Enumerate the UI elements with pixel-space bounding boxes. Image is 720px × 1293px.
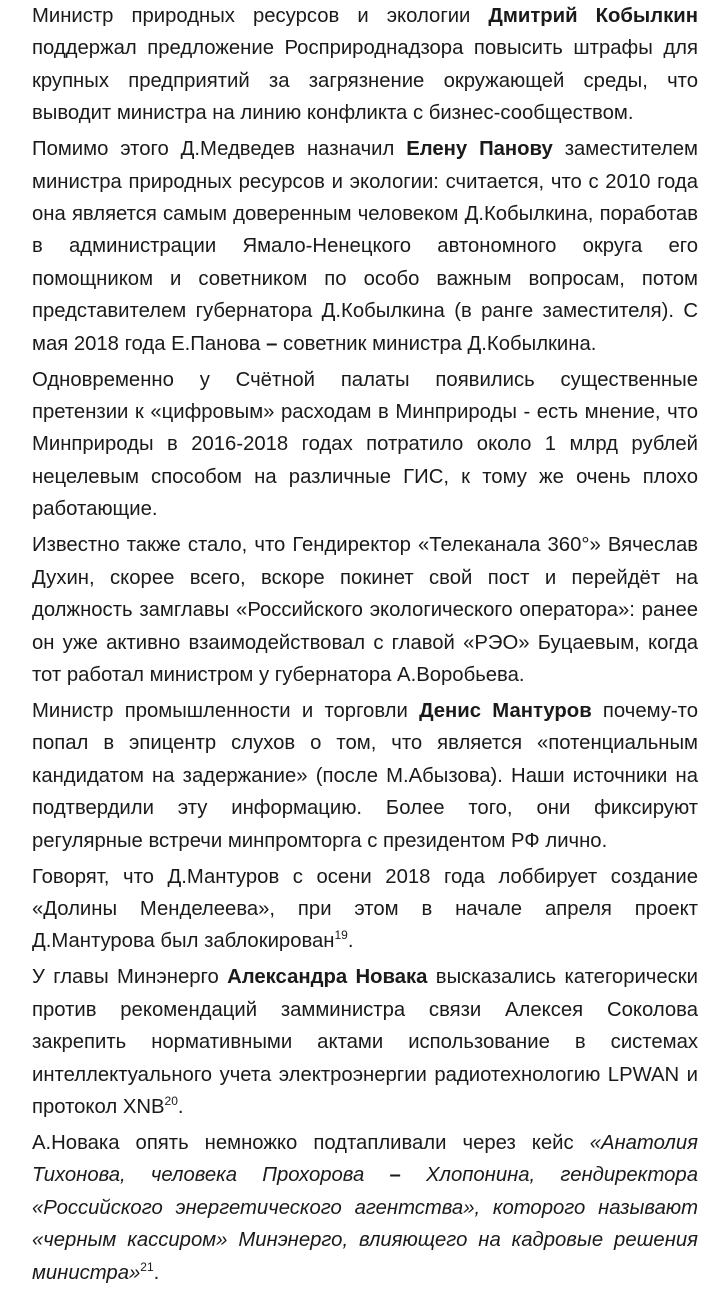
paragraph-text: А.Новака опять немножко подтапливали через кейс xyxy=(32,1131,590,1154)
paragraph-text: Говорят, что Д.Мантуров с осени 2018 года лоббирует создание «Долины Менделеева», при этом в начале апреля проект Д.Мантурова был заблокирован xyxy=(32,865,698,953)
bold-dash: – xyxy=(266,332,278,355)
paragraph-novak-tikhonov xyxy=(32,1127,698,1289)
person-name-bold: Елену Панову xyxy=(406,138,553,161)
paragraph-text: . xyxy=(177,1095,184,1118)
footnote-ref[interactable]: 21 xyxy=(140,1259,154,1274)
paragraph-text: советник министра Д.Кобылкина. xyxy=(277,332,597,355)
paragraph-text: высказались категорически против рекомендаций замминистра связи Алексея Соколова закрепить нормативными актами использование в системах интеллектуального учета электроэнергии радиотехнологию LPWAN и протокол XNB xyxy=(32,966,698,1118)
paragraph-text: Министр промышленности и торговли xyxy=(32,699,420,722)
bold-dash: – xyxy=(389,1164,401,1187)
paragraph-text: почему-то попал в эпицентр слухов о том, что является «потенциальным кандидатом на задержание» (после М.Абызова). Наши источники на подтвердили эту информацию. Более того, они фиксируют регулярные встречи минпромторга с президентом РФ лично. xyxy=(32,699,699,852)
paragraph-text: Известно также стало, что Гендиректор «Телеканала 360°» Вячеслав Духин, скорее всего, вскоре покинет свой пост и перейдёт на должность замглавы «Российского экологического оператора»: ранее он уже активно взаимодействовал с главой «РЭО» Буцаевым, когда тот работал министром у губернатора А.Воробьева. xyxy=(32,534,698,686)
person-name-bold: Александра Новака xyxy=(227,966,428,989)
paragraph-mendeleev-valley xyxy=(32,861,698,958)
person-name-bold: Дмитрий Кобылкин xyxy=(488,5,698,27)
footnote-ref[interactable]: 20 xyxy=(164,1094,178,1109)
quote-italic: Хлопонина, гендиректора «Российского энергетического агентства», которого называют «черным кассиром» Минэнерго, влияющего на кадровые решения министра» xyxy=(32,1164,698,1284)
quote-italic: «Анатолия Тихонова, человека Прохорова xyxy=(32,1131,698,1187)
paragraph-audit-chamber xyxy=(32,364,698,526)
paragraph-text: Министр природных ресурсов и экологии xyxy=(32,5,489,27)
document-page xyxy=(32,0,698,1293)
paragraph-text: Помимо этого Д.Медведев назначил xyxy=(32,138,407,161)
paragraph-text: . xyxy=(153,1261,160,1284)
paragraph-text: заместителем министра природных ресурсов и экологии: считается, что с 2010 года она является самым доверенным человеком Д.Кобылкина, поработав в администрации Ямало-Ненецкого автономного округа его помощником и советником по особо важным вопросам, потом представителем губернатора Д.Кобылкина (в ранге заместителя). С мая 2018 года Е.Панова xyxy=(32,138,699,355)
person-name-bold: Денис Мантуров xyxy=(419,699,592,722)
paragraph-manturov-rumors xyxy=(32,695,698,857)
paragraph-panova-appointment xyxy=(32,133,698,360)
paragraph-dukhin xyxy=(32,529,698,691)
paragraph-novak-lpwan xyxy=(32,961,698,1123)
paragraph-text: поддержал предложение Росприроднадзора повысить штрафы для крупных предприятий за загрязнение окружающей среды, что выводит министра на линию конфликта с бизнес-сообществом. xyxy=(32,37,698,125)
paragraph-text: У главы Минэнерго xyxy=(32,966,228,989)
paragraph-kobylkin-fines xyxy=(32,0,698,130)
paragraph-text: Одновременно у Счётной палаты появились существенные претензии к «цифровым» расходам в Минприроды - есть мнение, что Минприроды в 2016-2018 годах потратило около 1 млрд рублей нецелевым способом на различные ГИС, к тому же очень плохо работающие. xyxy=(32,368,698,521)
paragraph-text: . xyxy=(347,930,354,953)
footnote-ref[interactable]: 19 xyxy=(334,928,348,943)
